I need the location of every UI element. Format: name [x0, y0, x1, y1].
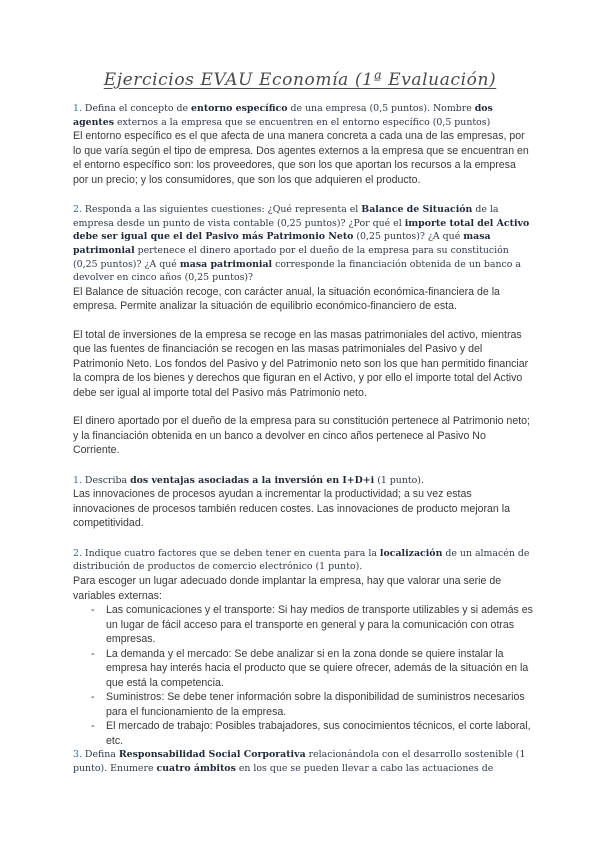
question-2: 2. Responda a las siguientes cuestiones: ¿Qué representa el Balance de Situación de la empresa desde un punto de vista contable (0,25 puntos)? ¿Por qué el importe total del Activo debe ser igual que el del Pasivo más Patrimonio Neto (0,25 puntos)? ¿A qué masa patrimonial pertenece el dinero aportado por el dueño de la empresa para su constitución (0,25 puntos)? ¿A qué masa patrimonial corresponde la financiación obtenida de un banco a devolver en cinco años (0,25 puntos)?: [73, 204, 530, 284]
answer-3: Las innovaciones de procesos ayudan a incrementar la productividad; a su vez estas innovaciones de procesos también reducen costes. Las innovaciones de producto mejoran la competitividad.: [73, 488, 510, 530]
question-3: 1. Describa dos ventajas asociadas a la inversión en I+D+i (1 punto).: [73, 474, 424, 486]
factors-list: [73, 603, 533, 748]
answer-2-paragraph-1: El Balance de situación recoge, con carácter anual, la situación económica-financiera de la empresa. Permite analizar la situación de equilibrio económico-financiero de esta.: [73, 285, 500, 313]
list-item: - Las comunicaciones y el transporte: Si hay medios de transporte utilizables y si además es un lugar de fácil acceso para el transporte en general y para la comunicación con otras empresas.: [91, 604, 533, 646]
answer-4-intro: Para escoger un lugar adecuado donde implantar la empresa, hay que valorar una serie de variables externas:: [73, 575, 502, 602]
answer-2-paragraph-2: El total de inversiones de la empresa se recoge en las masas patrimoniales del activo, mientras que las fuentes de financiación se recogen en las masas patrimoniales del Pasivo y del Patrimonio Neto. Los fondos del Pasivo y del Patrimonio neto son los que han permitido financiar la compra de los bienes y derechos que figuran en el Activo, y por ello el importe total del Activo debe ser igual al importe total del Pasivo más Patrimonio neto.: [73, 328, 529, 399]
document-title: Ejercicios EVAU Economía (1ª Evaluación): [103, 70, 497, 90]
answer-2-paragraph-3: El dinero aportado por el dueño de la empresa para su constitución pertenece al Patrimonio neto; y la financiación obtenida en un banco a devolver en cinco años pertenece al Pasivo No Corriente.: [73, 415, 530, 457]
list-item: - Suministros: Se debe tener información sobre la disponibilidad de suministros necesarios para el funcionamiento de la empresa.: [91, 691, 525, 718]
answer-1: El entorno específico es el que afecta de una manera concreta a cada una de las empresas, por lo que varía según el tipo de empresa. Dos agentes externos a la empresa que se encuentran en el entorno específico son: los proveedores, que son los que aportan los recursos a la empresa por un precio; y los consumidores, que son los que adquieren el producto.: [73, 130, 529, 186]
question-5: 3. Defina Responsabilidad Social Corporativa relacionándola con el desarrollo sostenible (1 punto). Enumere cuatro ámbitos en los que se pueden llevar a cabo las actuaciones de: [73, 749, 526, 774]
list-item: - La demanda y el mercado: Se debe analizar si en la zona donde se quiere instalar la empresa hay interés hacia el producto que se quiere ofrecer, además de la situación en la que está la competencia.: [91, 647, 529, 689]
document-body: [73, 102, 533, 775]
question-1: 1. Defina el concepto de entorno específico de una empresa (0,5 puntos). Nombre dos agentes externos a la empresa que se encuentren en el entorno específico (0,5 puntos): [73, 103, 493, 128]
list-item: - El mercado de trabajo: Posibles trabajadores, sus conocimientos técnicos, el corte laboral, etc.: [91, 720, 531, 747]
question-4: 2. Indique cuatro factores que se deben tener en cuenta para la localización de un almacén de distribución de productos de comercio electrónico (1 punto).: [73, 547, 530, 573]
